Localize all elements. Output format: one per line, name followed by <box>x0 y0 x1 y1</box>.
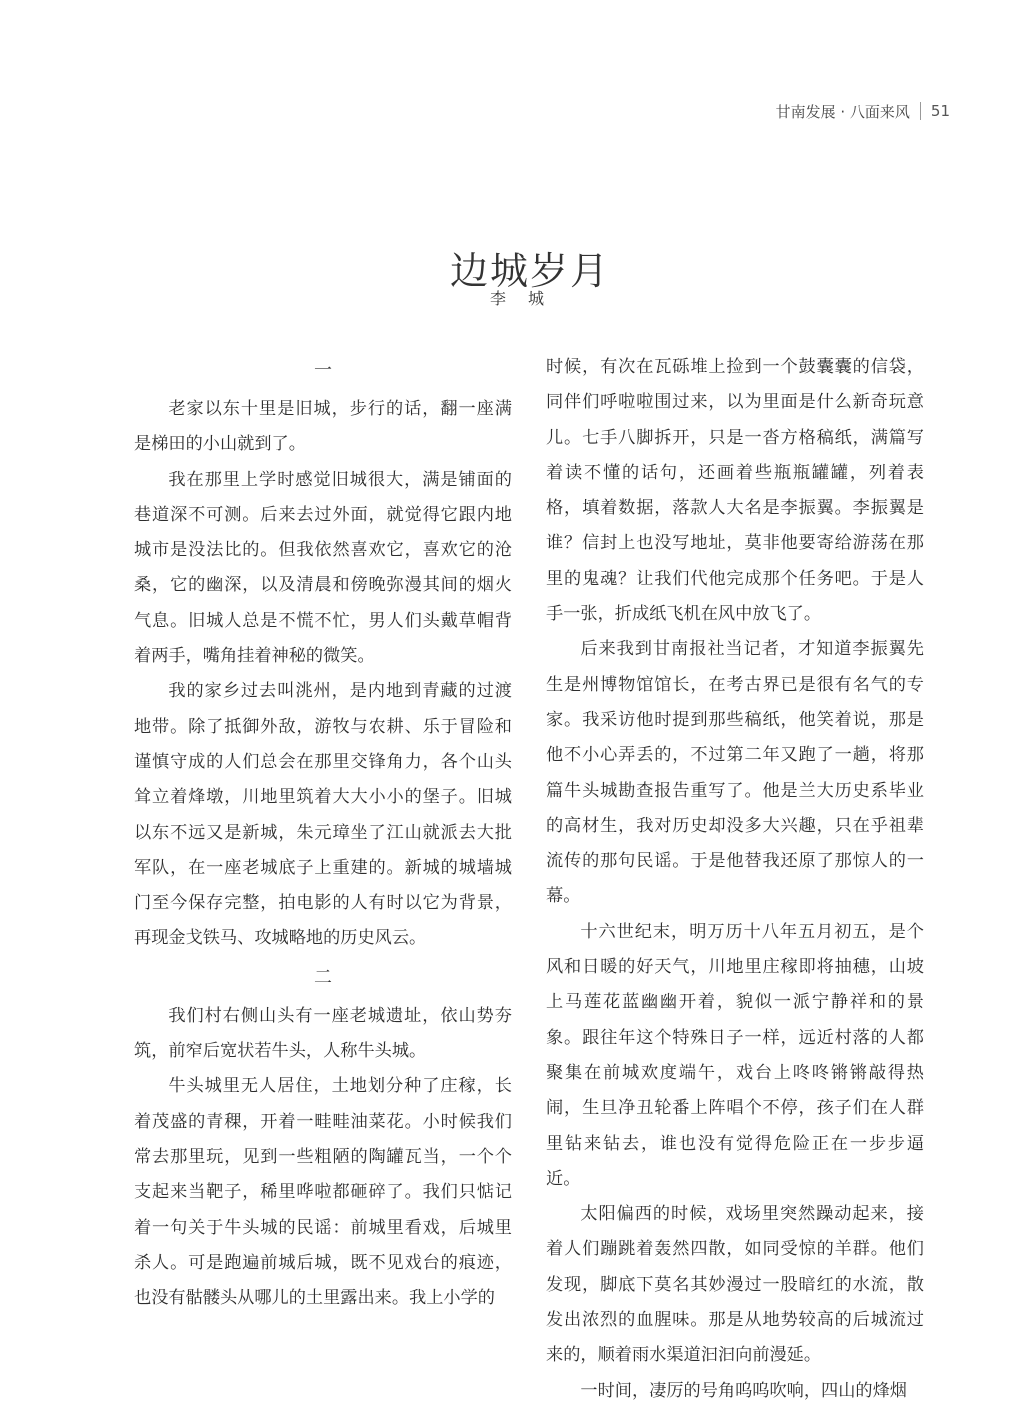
paragraph: 我们村右侧山头有一座老城遗址，依山势夯筑，前窄后宽状若牛头，人称牛头城。 <box>134 1005 512 1062</box>
section-heading-1: 一 <box>314 360 332 381</box>
article-title: 边城岁月 <box>449 249 610 294</box>
left-column <box>134 350 512 1316</box>
paragraph: 老家以东十里是旧城，步行的话，翻一座满是梯田的小山就到了。 <box>134 399 512 455</box>
paragraph: 我的家乡过去叫洮州，是内地到青藏的过渡地带。除了抵御外敌，游牧与农耕、乐于冒险和谨慎守成的人们总会在那里交锋角力，各个山头耸立着烽墩，川地里筑着大大小小的堡子。旧城以东不远又是新城，朱元璋坐了江山就派去大批军队，在一座老城底子上重建的。新城的城墙城门至今保存完整，拍电影的人有时以它为背景，再现金戈铁马、攻城略地的历史风云。 <box>134 681 512 949</box>
running-header <box>776 100 950 122</box>
paragraph: 一时间，凄厉的号角呜呜吹响，四山的烽烟 <box>580 1380 907 1401</box>
paragraph: 十六世纪末，明万历十八年五月初五，是个风和日暖的好天气，川地里庄稼即将抽穗，山坡上马莲花蓝幽幽开着，貌似一派宁静祥和的景象。跟往年这个特殊日子一样，远近村落的人都聚集在前城欢度端午，戏台上咚咚锵锵敲得热闹，生旦净丑轮番上阵唱个不停，孩子们在人群里钻来钻去，谁也没有觉得危险正在一步步逼近。 <box>546 921 924 1189</box>
paragraph: 太阳偏西的时候，戏场里突然躁动起来，接着人们蹦跳着轰然四散，如同受惊的羊群。他们发现，脚底下莫名其妙漫过一股暗红的水流，散发出浓烈的血腥味。那是从地势较高的后城流过来的，顺着雨水渠道汩汩向前漫延。 <box>546 1204 924 1366</box>
paragraph: 后来我到甘南报社当记者，才知道李振翼先生是州博物馆馆长，在考古界已是很有名气的专家。我采访他时提到那些稿纸，他笑着说，那是他不小心弄丢的，不过第二年又跑了一趟，将那篇牛头城勘查报告重写了。他是兰大历史系毕业的高材生，我对历史却没多大兴趣，只在乎祖辈流传的那句民谣。于是他替我还原了那惊人的一幕。 <box>546 639 924 907</box>
page-number: 51 <box>930 102 950 120</box>
running-title: 甘南发展 · 八面来风 <box>775 102 910 121</box>
article-author: 李城 <box>489 289 566 308</box>
paragraph-continued: 时候，有次在瓦砾堆上捡到一个鼓囊囊的信袋，同伴们呼啦啦围过来，以为里面是什么新奇玩意儿。七手八脚拆开，只是一沓方格稿纸，满篇写着读不懂的话句，还画着些瓶瓶罐罐，列着表格，填着数据，落款人大名是李振翼。李振翼是谁？信封上也没写地址，莫非他要寄给游荡在那里的鬼魂？让我们代他完成那个任务吧。于是人手一张，折成纸飞机在风中放飞了。 <box>546 357 924 625</box>
header-divider <box>920 102 921 120</box>
right-column <box>546 350 924 1409</box>
paragraph: 牛头城里无人居住，土地划分种了庄稼，长着茂盛的青稞，开着一畦畦油菜花。小时候我们常去那里玩，见到一些粗陋的陶罐瓦当，一个个支起来当靶子，稀里哗啦都砸碎了。我们只惦记着一句关于牛头城的民谣：前城里看戏，后城里杀人。可是跑遍前城后城，既不见戏台的痕迹，也没有骷髅头从哪儿的土里露出来。我上小学的 <box>134 1076 512 1309</box>
paragraph: 我在那里上学时感觉旧城很大，满是铺面的巷道深不可测。后来去过外面，就觉得它跟内地城市是没法比的。但我依然喜欢它，喜欢它的沧桑，它的幽深，以及清晨和傍晚弥漫其间的烟火气息。旧城人总是不慌不忙，男人们头戴草帽背着两手，嘴角挂着神秘的微笑。 <box>134 469 512 667</box>
section-heading-2: 二 <box>314 966 332 988</box>
